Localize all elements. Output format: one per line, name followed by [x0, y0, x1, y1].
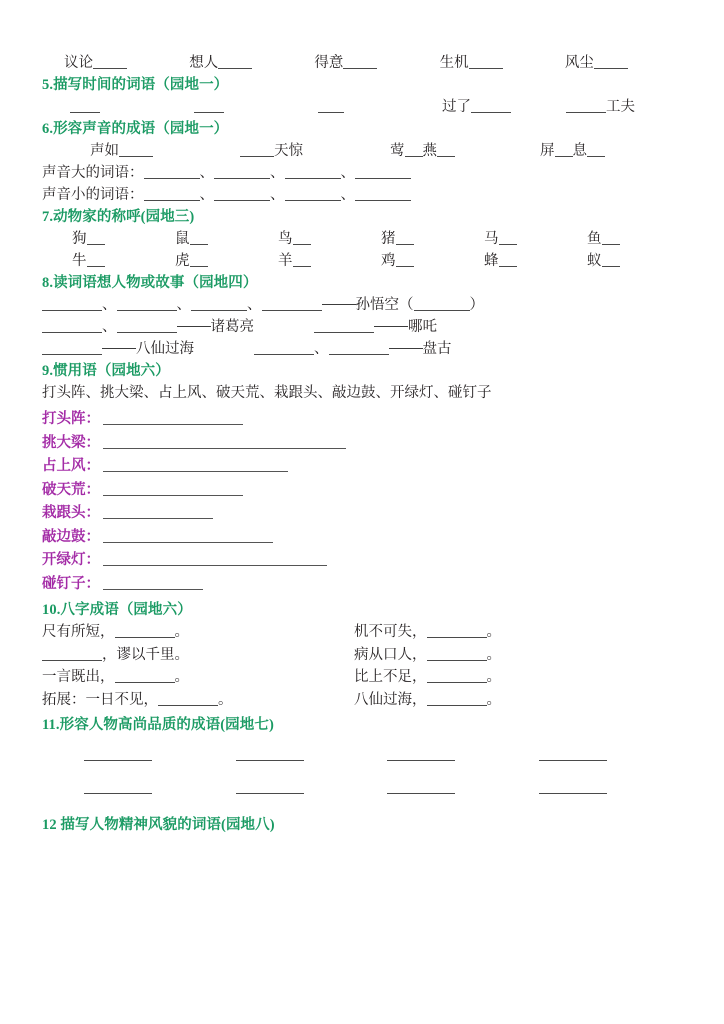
paren-open: （ [399, 297, 414, 313]
phrase-suffix: 。 [174, 624, 189, 640]
sound-idiom-label: 燕 [422, 143, 437, 159]
eight-char-left [42, 644, 354, 667]
blank-line [566, 100, 606, 113]
blank-line [190, 232, 208, 245]
blank-line [285, 188, 341, 201]
blank-cell [236, 745, 388, 769]
blank-line [87, 232, 105, 245]
separator: 、 [199, 187, 214, 203]
idiom-label: 占上风 [42, 458, 86, 474]
phrase-prefix: 尺有所短， [42, 624, 115, 640]
worksheet-content [42, 52, 690, 836]
blank-line [293, 232, 311, 245]
separator: 、 [340, 165, 355, 181]
blank-line [469, 56, 503, 69]
blank-line [471, 100, 511, 113]
blank-line [144, 166, 200, 179]
blank-line [218, 56, 252, 69]
blank-line [427, 693, 487, 706]
answer-label: 哪吒 [408, 319, 437, 335]
top-word-label: 得意 [314, 55, 344, 71]
blank-line [427, 625, 487, 638]
idiom-label: 栽跟头 [42, 505, 86, 521]
separator: 、 [340, 187, 355, 203]
animal-label: 鱼 [587, 231, 602, 247]
blank-line [396, 232, 414, 245]
blank-line [84, 748, 152, 761]
blank-line [236, 781, 304, 794]
animal-cell [381, 250, 484, 272]
blank-line [240, 144, 274, 157]
animal-cell [587, 228, 690, 250]
animal-label: 蚁 [587, 253, 602, 269]
phrase-suffix: 。 [218, 691, 233, 708]
section-5-row [42, 96, 690, 118]
section-9-heading: 9.惯用语（园地六） [42, 363, 170, 379]
blank-cell [387, 745, 539, 769]
blank-line [414, 298, 470, 311]
blank-line [539, 748, 607, 761]
section-7-row-1 [42, 228, 690, 250]
animal-cell [484, 250, 587, 272]
separator: 、 [176, 297, 191, 313]
blank-line [343, 56, 377, 69]
separator: 、 [199, 165, 214, 181]
blank-cell [539, 778, 691, 802]
animal-cell [72, 250, 175, 272]
answer-label: 盘古 [422, 341, 452, 357]
idiom-label: 敲边鼓 [42, 528, 86, 545]
top-word-row [42, 52, 690, 74]
phrase-suffix: 。 [174, 669, 189, 685]
section-8-row-2 [42, 316, 690, 338]
blank-line [190, 254, 208, 267]
dash-connector [389, 342, 423, 349]
time-blank-cell [442, 96, 566, 118]
blank-line [539, 781, 607, 794]
loud-words-label: 声音大的词语： [42, 165, 144, 181]
blank-line [387, 781, 455, 794]
blank-line [555, 144, 573, 157]
blank-line [158, 693, 218, 706]
soft-words-label: 声音小的词语： [42, 187, 144, 203]
animal-cell [278, 250, 381, 272]
blank-line [405, 144, 423, 157]
answer-label: 八仙过海 [136, 341, 194, 357]
time-blank-cell [318, 96, 442, 118]
blank-line [93, 56, 127, 69]
blank-cell [539, 745, 691, 769]
top-word-label: 生机 [439, 55, 469, 71]
blank-line [236, 748, 304, 761]
idiom-label: 开绿灯 [42, 552, 86, 568]
blank-line [587, 144, 605, 157]
eight-char-left [42, 666, 354, 689]
idiom-colon: ： [85, 458, 100, 474]
top-word-label: 风尘 [564, 55, 594, 71]
idiom-entry-row [42, 549, 690, 573]
phrase-prefix: 病从口人， [354, 646, 427, 663]
sound-idiom-label: 息 [572, 143, 587, 159]
animal-label: 马 [484, 231, 499, 247]
time-blank-cell [566, 96, 690, 118]
section-6-heading: 6.形容声音的成语（园地一） [42, 121, 229, 137]
blank-line [42, 342, 102, 355]
section-5-heading: 5.描写时间的词语（园地一） [42, 77, 229, 93]
eight-char-right [354, 621, 501, 644]
idiom-entry-row [42, 526, 690, 550]
animal-label: 鸡 [381, 253, 396, 269]
time-blank-cell [70, 96, 194, 118]
phrase-suffix: 。 [486, 669, 501, 685]
top-word-label: 议论 [64, 55, 93, 71]
phrase-prefix: 一言既出， [42, 669, 115, 685]
idiom-label: 打头阵 [42, 411, 86, 427]
idiom-label: 挑大梁 [42, 434, 86, 451]
idiom-entry-row [42, 408, 690, 432]
phrase-suffix: 。 [486, 691, 501, 708]
blank-line [427, 670, 487, 683]
time-suffix-label: 工夫 [606, 99, 635, 115]
dash-connector [322, 298, 356, 305]
animal-label: 鸟 [278, 231, 293, 247]
separator: 、 [247, 297, 262, 313]
idiom-colon: ： [85, 411, 100, 427]
phrase-prefix: 比上不足， [354, 669, 427, 685]
idiom-colon: ： [85, 528, 100, 545]
idiom-answer-blank[interactable] [103, 505, 213, 519]
blank-line [194, 100, 224, 113]
section-12-heading: 12 描写人物精神风貌的词语(园地八) [42, 817, 275, 833]
blank-cell [84, 745, 236, 769]
idiom-entry-row [42, 573, 690, 597]
top-word-cell [189, 52, 314, 74]
blank-line [115, 625, 175, 638]
idiom-answer-blank[interactable] [103, 435, 346, 449]
idiom-answer-blank[interactable] [103, 411, 243, 425]
section-6-row [42, 140, 690, 162]
section-8-row-3 [42, 338, 690, 360]
section-10-heading: 10.八字成语（园地六） [42, 602, 192, 618]
phrase-suffix: 。 [486, 624, 501, 640]
idiom-colon: ： [85, 552, 100, 568]
blank-line [144, 188, 200, 201]
dash-connector [102, 342, 136, 349]
separator: 、 [270, 165, 285, 181]
animal-cell [175, 250, 278, 272]
phrase-prefix: 拓展：一日不见， [42, 691, 158, 708]
section-7-row-2 [42, 250, 690, 272]
blank-cell [84, 778, 236, 802]
blank-line [42, 648, 102, 661]
sound-idiom-cell [90, 140, 240, 162]
blank-line [214, 166, 270, 179]
separator: 、 [270, 187, 285, 203]
idiom-colon: ： [85, 575, 100, 592]
blank-cell [236, 778, 388, 802]
idiom-colon: ： [85, 434, 100, 451]
idiom-entry-row [42, 479, 690, 503]
animal-label: 羊 [278, 253, 293, 269]
loud-words-row [42, 162, 690, 184]
blank-line [355, 166, 411, 179]
eight-char-right [354, 644, 501, 667]
eight-char-left [42, 689, 354, 712]
blank-line [254, 342, 314, 355]
sound-idiom-cell [540, 140, 690, 162]
answer-label: 孙悟空 [355, 297, 399, 313]
blank-line [191, 298, 247, 311]
blank-line [285, 166, 341, 179]
blank-line [87, 254, 105, 267]
blank-line [499, 232, 517, 245]
idiom-answer-blank[interactable] [103, 576, 203, 590]
idiom-answer-blank[interactable] [103, 482, 243, 496]
top-word-cell [565, 52, 690, 74]
paren-close: ） [469, 297, 484, 313]
blank-cell [387, 778, 539, 802]
blank-line [314, 320, 374, 333]
animal-cell [278, 228, 381, 250]
blank-line [387, 748, 455, 761]
blank-line [119, 144, 153, 157]
blank-line [427, 648, 487, 661]
blank-line [214, 188, 270, 201]
sound-idiom-label: 声如 [90, 143, 119, 159]
section-9-idiom-list: 打头阵、挑大梁、占上风、破天荒、栽跟头、敲边鼓、开绿灯、碰钉子 [42, 385, 492, 401]
section-11-blank-row [42, 745, 690, 769]
time-blank-cell [194, 96, 318, 118]
section-10-row [42, 689, 690, 712]
soft-words-row [42, 184, 690, 206]
animal-cell [484, 228, 587, 250]
top-word-cell [64, 52, 189, 74]
idiom-answer-blank[interactable] [103, 552, 327, 566]
phrase-suffix: ，谬以千里。 [102, 646, 189, 663]
animal-label: 鼠 [175, 231, 190, 247]
phrase-prefix: 机不可失， [354, 624, 427, 640]
phrase-prefix: 八仙过海， [354, 691, 427, 708]
idiom-label: 碰钉子 [42, 575, 86, 592]
dash-connector [177, 320, 211, 327]
section-11-heading: 11.形容人物高尚品质的成语(园地七) [42, 717, 274, 733]
top-word-cell [314, 52, 439, 74]
blank-line [396, 254, 414, 267]
top-word-label: 想人 [189, 55, 219, 71]
animal-cell [175, 228, 278, 250]
blank-line [117, 320, 177, 333]
separator: 、 [102, 297, 117, 313]
animal-cell [72, 228, 175, 250]
animal-label: 狗 [72, 231, 87, 247]
eight-char-right [354, 666, 501, 689]
section-7-heading: 7.动物家的称呼(园地三) [42, 209, 195, 225]
section-11-blank-row [42, 778, 690, 802]
animal-label: 猪 [381, 231, 396, 247]
animal-cell [587, 250, 690, 272]
blank-line [594, 56, 628, 69]
section-10-row [42, 666, 690, 689]
blank-line [70, 100, 100, 113]
blank-line [318, 100, 344, 113]
animal-label: 牛 [72, 253, 87, 269]
animal-label: 蜂 [484, 253, 499, 269]
top-word-cell [440, 52, 565, 74]
separator: 、 [314, 341, 329, 357]
eight-char-left [42, 621, 354, 644]
animal-cell [381, 228, 484, 250]
idiom-label: 破天荒 [42, 481, 86, 498]
section-10-row [42, 621, 690, 644]
answer-label: 诸葛亮 [210, 319, 254, 335]
eight-char-right [354, 689, 501, 712]
sound-idiom-cell [240, 140, 390, 162]
blank-line [499, 254, 517, 267]
idiom-answer-blank[interactable] [103, 458, 288, 472]
blank-line [602, 232, 620, 245]
sound-idiom-label: 莺 [390, 143, 405, 159]
idiom-colon: ： [85, 505, 100, 521]
blank-line [42, 320, 102, 333]
idiom-entry-row [42, 502, 690, 526]
blank-line [602, 254, 620, 267]
section-8-row-1 [42, 294, 690, 316]
sound-idiom-label: 屏 [540, 143, 555, 159]
time-prefix-label: 过了 [442, 99, 471, 115]
section-8-heading: 8.读词语想人物或故事（园地四） [42, 275, 258, 291]
blank-line [329, 342, 389, 355]
phrase-suffix: 。 [486, 646, 501, 663]
idiom-entry-row [42, 432, 690, 456]
blank-line [117, 298, 177, 311]
animal-label: 虎 [175, 253, 190, 269]
blank-line [42, 298, 102, 311]
idiom-entry-row [42, 455, 690, 479]
blank-line [355, 188, 411, 201]
blank-line [293, 254, 311, 267]
separator: 、 [102, 319, 117, 335]
blank-line [115, 670, 175, 683]
section-10-row [42, 644, 690, 667]
sound-idiom-cell [390, 140, 540, 162]
sound-idiom-label: 天惊 [274, 143, 303, 159]
blank-line [84, 781, 152, 794]
blank-line [262, 298, 322, 311]
idiom-colon: ： [85, 481, 100, 498]
dash-connector [374, 320, 408, 327]
blank-line [437, 144, 455, 157]
idiom-answer-blank[interactable] [103, 529, 273, 543]
